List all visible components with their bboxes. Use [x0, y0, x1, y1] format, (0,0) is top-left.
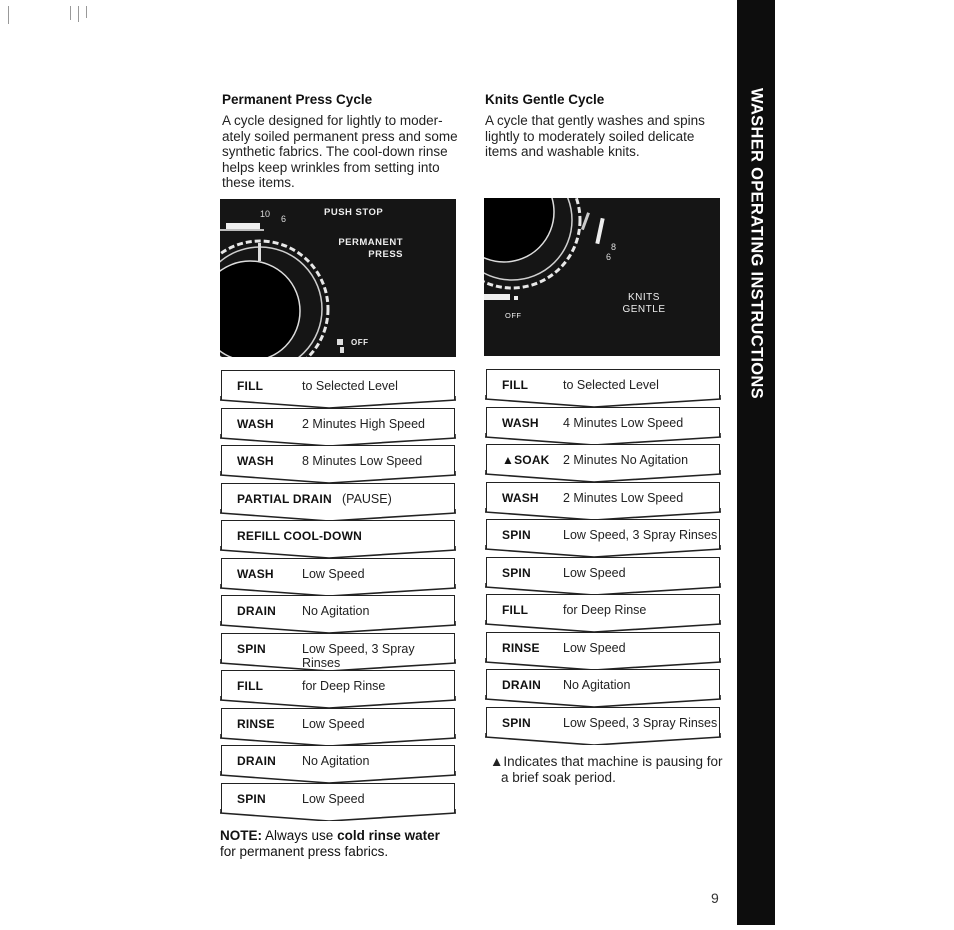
- step-value: for Deep Rinse: [563, 603, 647, 617]
- step-arrow-edge: [220, 584, 456, 596]
- step-arrow-edge: [220, 434, 456, 446]
- step-value: Low Speed, 3 Spray Rinses: [563, 528, 718, 542]
- cycle-step: [221, 595, 455, 625]
- dial-cycle-name: [622, 292, 666, 316]
- step-arrow-edge: [485, 695, 721, 707]
- step-label: SPIN: [237, 641, 266, 656]
- step-label: SPIN: [502, 565, 531, 580]
- step-arrow-edge: [220, 546, 456, 558]
- push-stop-label: PUSH STOP: [324, 207, 384, 218]
- step-label: WASH: [502, 415, 539, 430]
- step-value: Low Speed: [563, 565, 626, 580]
- step-value: Low Speed: [302, 716, 365, 731]
- step-label: FILL: [237, 679, 264, 693]
- knits-gentle-description: [485, 113, 725, 160]
- desc-line: helps keep wrinkles from setting into: [222, 159, 440, 175]
- cycle-step: [221, 633, 455, 670]
- step-value: Low Speed, 3 Spray Rinses: [302, 641, 415, 670]
- cycle-step: [221, 370, 455, 400]
- permanent-press-steps: [221, 370, 457, 820]
- step-arrow-edge: [220, 696, 456, 708]
- dial-number: 6: [281, 214, 287, 224]
- step-value: 2 Minutes High Speed: [302, 416, 425, 431]
- cycle-step: [486, 632, 720, 662]
- desc-line: these items.: [222, 175, 295, 190]
- cycle-step: [221, 708, 455, 738]
- dial-graphic: [484, 198, 720, 356]
- step-label: SPIN: [502, 528, 531, 542]
- step-arrow-edge: [220, 621, 456, 633]
- step-value: to Selected Level: [563, 378, 659, 392]
- step-label: FILL: [502, 378, 529, 392]
- dial-number: 6: [606, 252, 612, 262]
- footnote-line: a brief soak period.: [501, 769, 616, 785]
- cycle-step: [486, 707, 720, 737]
- step-label: DRAIN: [237, 754, 276, 768]
- step-arrow-edge: [485, 395, 721, 407]
- desc-line: items and washable knits.: [485, 144, 640, 159]
- step-label: PARTIAL DRAIN: [237, 491, 332, 506]
- step-arrow-edge: [220, 771, 456, 783]
- dial-number: 10: [260, 209, 271, 219]
- note-emphasis: cold rinse water: [337, 828, 440, 843]
- off-label: OFF: [351, 338, 369, 347]
- side-tab-title: WASHER OPERATING INSTRUCTIONS: [747, 88, 766, 399]
- step-label: WASH: [237, 416, 274, 431]
- step-arrow-edge: [485, 545, 721, 557]
- step-value: Low Speed: [302, 791, 365, 806]
- step-value: No Agitation: [302, 754, 370, 768]
- step-arrow-edge: [220, 809, 456, 821]
- cycle-step: [221, 670, 455, 700]
- cycle-step: [486, 519, 720, 549]
- footnote-line: ▲Indicates that machine is pausing for: [490, 754, 723, 769]
- cycle-step: [221, 408, 455, 438]
- step-label: WASH: [237, 454, 274, 468]
- cycle-step: [486, 594, 720, 624]
- step-value: 4 Minutes Low Speed: [563, 415, 684, 430]
- step-arrow-edge: [220, 396, 456, 408]
- cycle-step: [221, 558, 455, 588]
- cycle-step: [486, 482, 720, 512]
- step-label: SPIN: [237, 791, 266, 806]
- scan-marks: [8, 6, 98, 26]
- cycle-step: [486, 557, 720, 587]
- desc-line: synthetic fabrics. The cool-down rinse: [222, 144, 448, 159]
- cycle-step: [221, 783, 455, 813]
- step-label: RINSE: [502, 640, 540, 655]
- step-arrow-edge: [485, 508, 721, 520]
- knits-gentle-steps: [486, 369, 722, 749]
- step-value: 2 Minutes Low Speed: [563, 490, 684, 505]
- knits-gentle-heading: Knits Gentle Cycle: [485, 92, 605, 107]
- step-value: 8 Minutes Low Speed: [302, 454, 423, 468]
- step-arrow-edge: [220, 659, 456, 671]
- dial-name-line: PERMANENT: [338, 237, 403, 248]
- section-side-tab: [737, 0, 775, 925]
- step-arrow-edge: [220, 471, 456, 483]
- step-arrow-edge: [220, 734, 456, 746]
- step-arrow-edge: [485, 433, 721, 445]
- desc-line: A cycle that gently washes and spins: [485, 113, 705, 128]
- step-label: DRAIN: [237, 604, 276, 618]
- step-label: RINSE: [237, 716, 275, 731]
- desc-line: lightly to moderately soiled delicate: [485, 128, 695, 144]
- cycle-step: [221, 745, 455, 775]
- step-label: ▲SOAK: [502, 453, 550, 467]
- step-label: FILL: [237, 379, 264, 393]
- step-value: No Agitation: [302, 604, 370, 618]
- permanent-press-description: [222, 113, 467, 191]
- step-arrow-edge: [220, 509, 456, 521]
- dial-graphic: [220, 199, 456, 357]
- desc-line: ately soiled permanent press and some: [222, 128, 458, 144]
- step-label: FILL: [502, 603, 529, 617]
- step-arrow-edge: [485, 620, 721, 632]
- cycle-step: [486, 369, 720, 399]
- step-arrow-edge: [485, 658, 721, 670]
- cycle-step: [486, 444, 720, 474]
- step-value: Low Speed, 3 Spray Rinses: [563, 715, 718, 730]
- cycle-step: [486, 407, 720, 437]
- dial-name-line: PRESS: [368, 249, 403, 260]
- step-label: SPIN: [502, 715, 531, 730]
- cycle-step: [221, 520, 455, 550]
- permanent-press-dial-image: [220, 199, 456, 357]
- permanent-press-note: [220, 828, 440, 860]
- step-label: WASH: [237, 566, 274, 581]
- step-label: DRAIN: [502, 678, 541, 692]
- dial-cycle-name: [330, 237, 403, 261]
- step-label: REFILL COOL-DOWN: [237, 529, 362, 543]
- step-value: 2 Minutes No Agitation: [563, 453, 689, 467]
- soak-footnote: [490, 754, 730, 785]
- desc-line: A cycle designed for lightly to moder-: [222, 113, 443, 128]
- note-text: Always use: [265, 828, 334, 843]
- permanent-press-heading: Permanent Press Cycle: [222, 92, 373, 107]
- step-value: Low Speed: [302, 566, 365, 581]
- step-arrow-edge: [485, 470, 721, 482]
- page-number: 9: [711, 890, 719, 906]
- dial-number: 8: [611, 242, 617, 252]
- cycle-step: [221, 483, 455, 513]
- step-value: for Deep Rinse: [302, 679, 386, 693]
- step-value: No Agitation: [563, 678, 631, 692]
- note-prefix: NOTE:: [220, 828, 262, 843]
- step-arrow-edge: [485, 733, 721, 745]
- step-value: to Selected Level: [302, 379, 398, 393]
- cycle-step: [221, 445, 455, 475]
- step-value: Low Speed: [563, 640, 626, 655]
- step-value: (PAUSE): [342, 491, 392, 506]
- step-arrow-edge: [485, 583, 721, 595]
- step-label: WASH: [502, 490, 539, 505]
- cycle-step: [486, 669, 720, 699]
- dial-name-line: KNITS: [628, 292, 660, 303]
- off-label: OFF: [505, 311, 522, 320]
- note-line: for permanent press fabrics.: [220, 844, 389, 859]
- dial-name-line: GENTLE: [622, 304, 666, 315]
- knits-gentle-dial-image: [484, 198, 720, 356]
